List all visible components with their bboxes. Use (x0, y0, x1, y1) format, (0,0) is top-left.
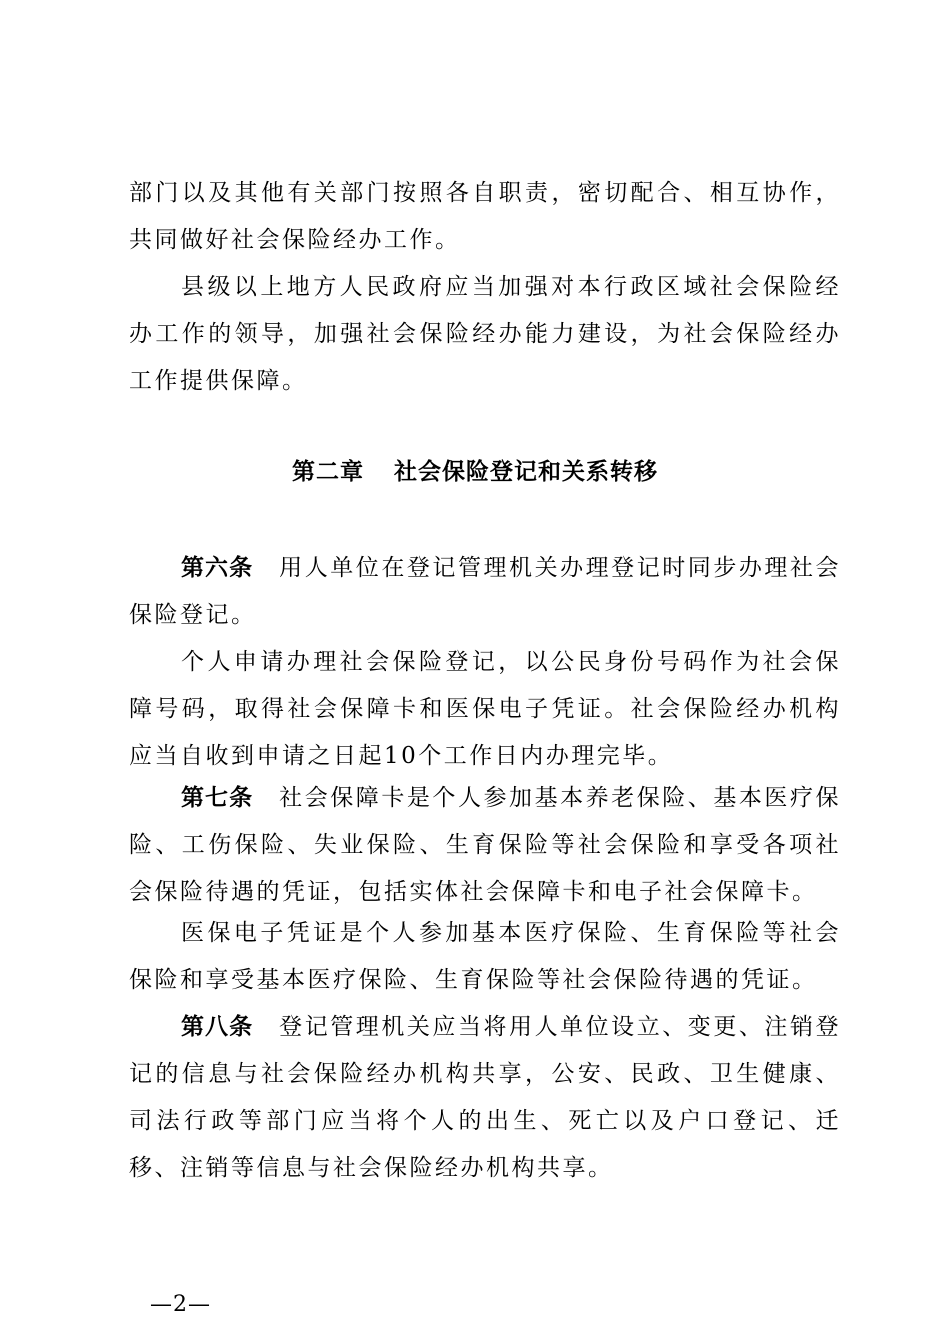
chapter-heading (0, 449, 950, 496)
article-7 (129, 775, 841, 916)
paragraph-medical-voucher: 医保电子凭证是个人参加基本医疗保险、生育保险等社会保险和享受基本医疗保险、生育保险等社会保险待遇的凭证。 (129, 920, 841, 993)
paragraph-local-government: 县级以上地方人民政府应当加强对本行政区域社会保险经办工作的领导，加强社会保险经办能力建设，为社会保险经办工作提供保障。 (129, 274, 841, 394)
article-8-text: 登记管理机关应当将用人单位设立、变更、注销登记的信息与社会保险经办机构共享，公安、民政、卫生健康、司法行政等部门应当将个人的出生、死亡以及户口登记、迁移、注销等信息与社会保险经办机构共享。 (129, 1014, 842, 1181)
chapter-title: 社会保险登记和关系转移 (394, 459, 658, 485)
paragraph-personal-registration: 个人申请办理社会保险登记，以公民身份号码作为社会保障号码，取得社会保障卡和医保电子凭证。社会保险经办机构应当自收到申请之日起10个工作日内办理完毕。 (129, 649, 841, 769)
article-6-text: 用人单位在登记管理机关办理登记时同步办理社会保险登记。 (129, 555, 842, 628)
article-6 (129, 545, 841, 639)
article-7-label: 第七条 (181, 785, 254, 811)
chapter-label: 第二章 (292, 459, 364, 485)
article-8 (129, 1004, 841, 1192)
article-6-label: 第六条 (181, 555, 254, 581)
article-7-text: 社会保障卡是个人参加基本养老保险、基本医疗保险、工伤保险、失业保险、生育保险等社会保险和享受各项社会保险待遇的凭证，包括实体社会保障卡和电子社会保障卡。 (129, 785, 842, 905)
page-number: —2— (150, 1292, 211, 1317)
article-8-label: 第八条 (181, 1014, 254, 1040)
paragraph-continuation: 部门以及其他有关部门按照各自职责，密切配合、相互协作，共同做好社会保险经办工作。 (129, 180, 841, 253)
